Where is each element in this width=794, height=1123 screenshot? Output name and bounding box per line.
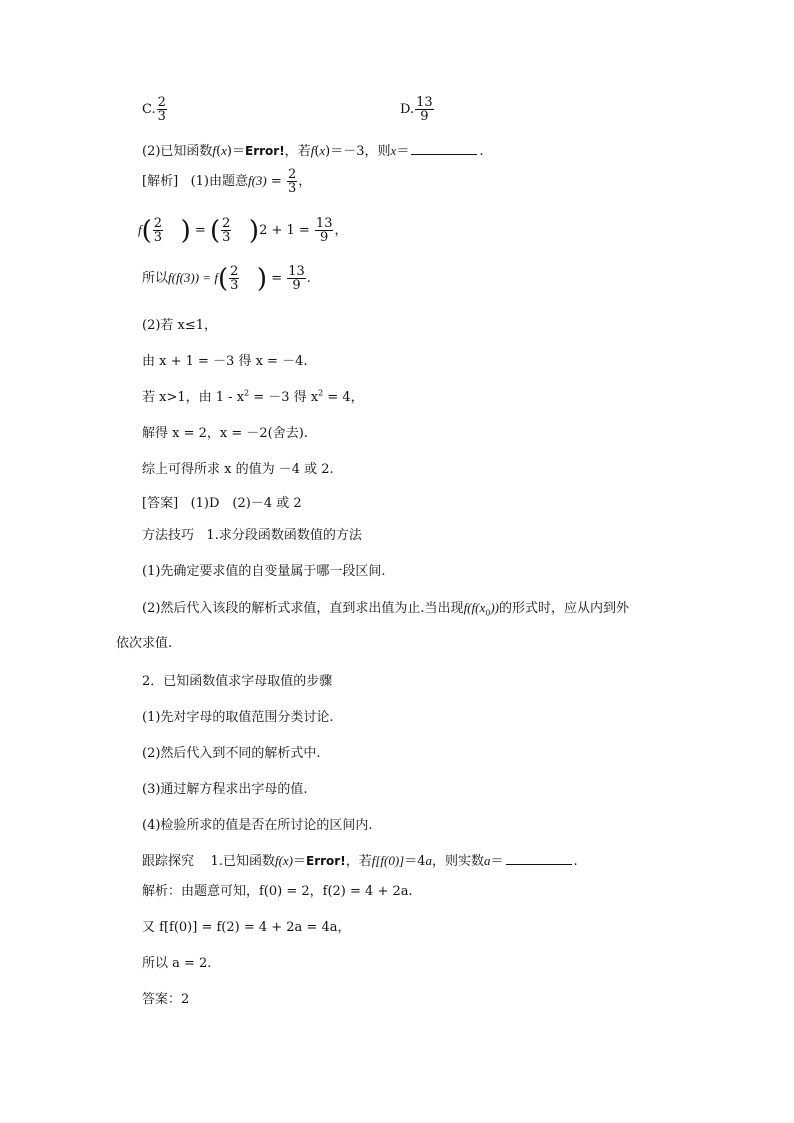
answer-blank <box>411 142 477 155</box>
method-step-2: (2)然后代入该段的解析式求值，直到求出值为止.当出现$f(f(x_0))$的形式时，应从内到外 <box>142 600 629 618</box>
question-2: (2)已知函数f(x)＝Error!，若f(x)＝－3，则x＝ . <box>142 143 484 159</box>
solution-conclusion: 综上可得所求 x 的值为 －4 或 2. <box>142 462 334 477</box>
option-d <box>400 96 435 123</box>
answer-blank-2 <box>506 852 572 865</box>
steps-item-2: (2)然后代入到不同的解析式中. <box>142 746 321 761</box>
steps-item-4: (4)检验所求的值是否在所讨论的区间内. <box>142 818 373 833</box>
method-tag: 方法技巧 <box>142 528 195 543</box>
steps-item-3: (3)通过解方程求出字母的值. <box>142 782 308 797</box>
track-question: 跟踪探究 1.已知函数f(x)＝Error!，若f[f(0)]＝4a，则实数a＝ . <box>142 853 578 869</box>
solution-case-2: 若 x>1，由 $1 - x^2 = -3$ 得 $x^2 = 4$， <box>142 388 364 405</box>
option-d-fraction: $\frac{13}{9}$ <box>416 95 433 124</box>
method-step-2-cont: 依次求值. <box>116 636 173 651</box>
answer-line: [答案] (1)D (2)－4 或 2 <box>142 496 302 511</box>
solution-line-1: [解析] (1)由题意f(3) = $\frac{2}{3}$ ， <box>142 167 312 196</box>
solution-case-1: (2)若 x≤1， <box>142 318 218 333</box>
track-solution-3: 所以 a = 2. <box>142 956 212 971</box>
track-tag: 跟踪探究 <box>142 854 195 869</box>
method-step-1: (1)先确定要求值的自变量属于哪一段区间. <box>142 564 386 579</box>
option-c-label: C. <box>142 102 156 117</box>
solution-case-2-result: 解得 x = 2，x = －2(舍去). <box>142 426 308 441</box>
option-c-fraction: $\frac{2}{3}$ <box>157 95 166 124</box>
track-solution-2: 又 f[f(0)] = f(2) = 4 + 2a = 4a， <box>142 920 351 935</box>
option-c <box>142 96 168 123</box>
track-answer: 答案：2 <box>142 992 190 1007</box>
method-heading: 方法技巧 1.求分段函数函数值的方法 <box>142 528 362 543</box>
error-text: Error! <box>245 144 285 158</box>
solution-line-3: 所以f(f(3)) = f( $\frac{2}{3}$ ) = $\frac{13}{9}$ . <box>142 263 311 294</box>
option-d-label: D. <box>400 102 415 117</box>
steps-item-1: (1)先对字母的取值范围分类讨论. <box>142 710 334 725</box>
steps-heading: 2．已知函数值求字母取值的步骤 <box>142 674 333 689</box>
answer-tag: [答案] <box>142 496 179 511</box>
solution-case-1-result: 由 x + 1 = －3 得 x = －4. <box>142 354 308 369</box>
error-text-2: Error! <box>306 854 346 868</box>
track-solution-1: 解析：由题意可知，f(0) = 2，f(2) = 4 + 2a. <box>142 884 413 899</box>
analysis-tag: [解析] <box>142 174 179 189</box>
solution-line-2: f( $\frac{2}{3}$ ) = ( $\frac{2}{3}$ )2 + 1 = $\frac{13}{9}$ ， <box>138 215 348 246</box>
